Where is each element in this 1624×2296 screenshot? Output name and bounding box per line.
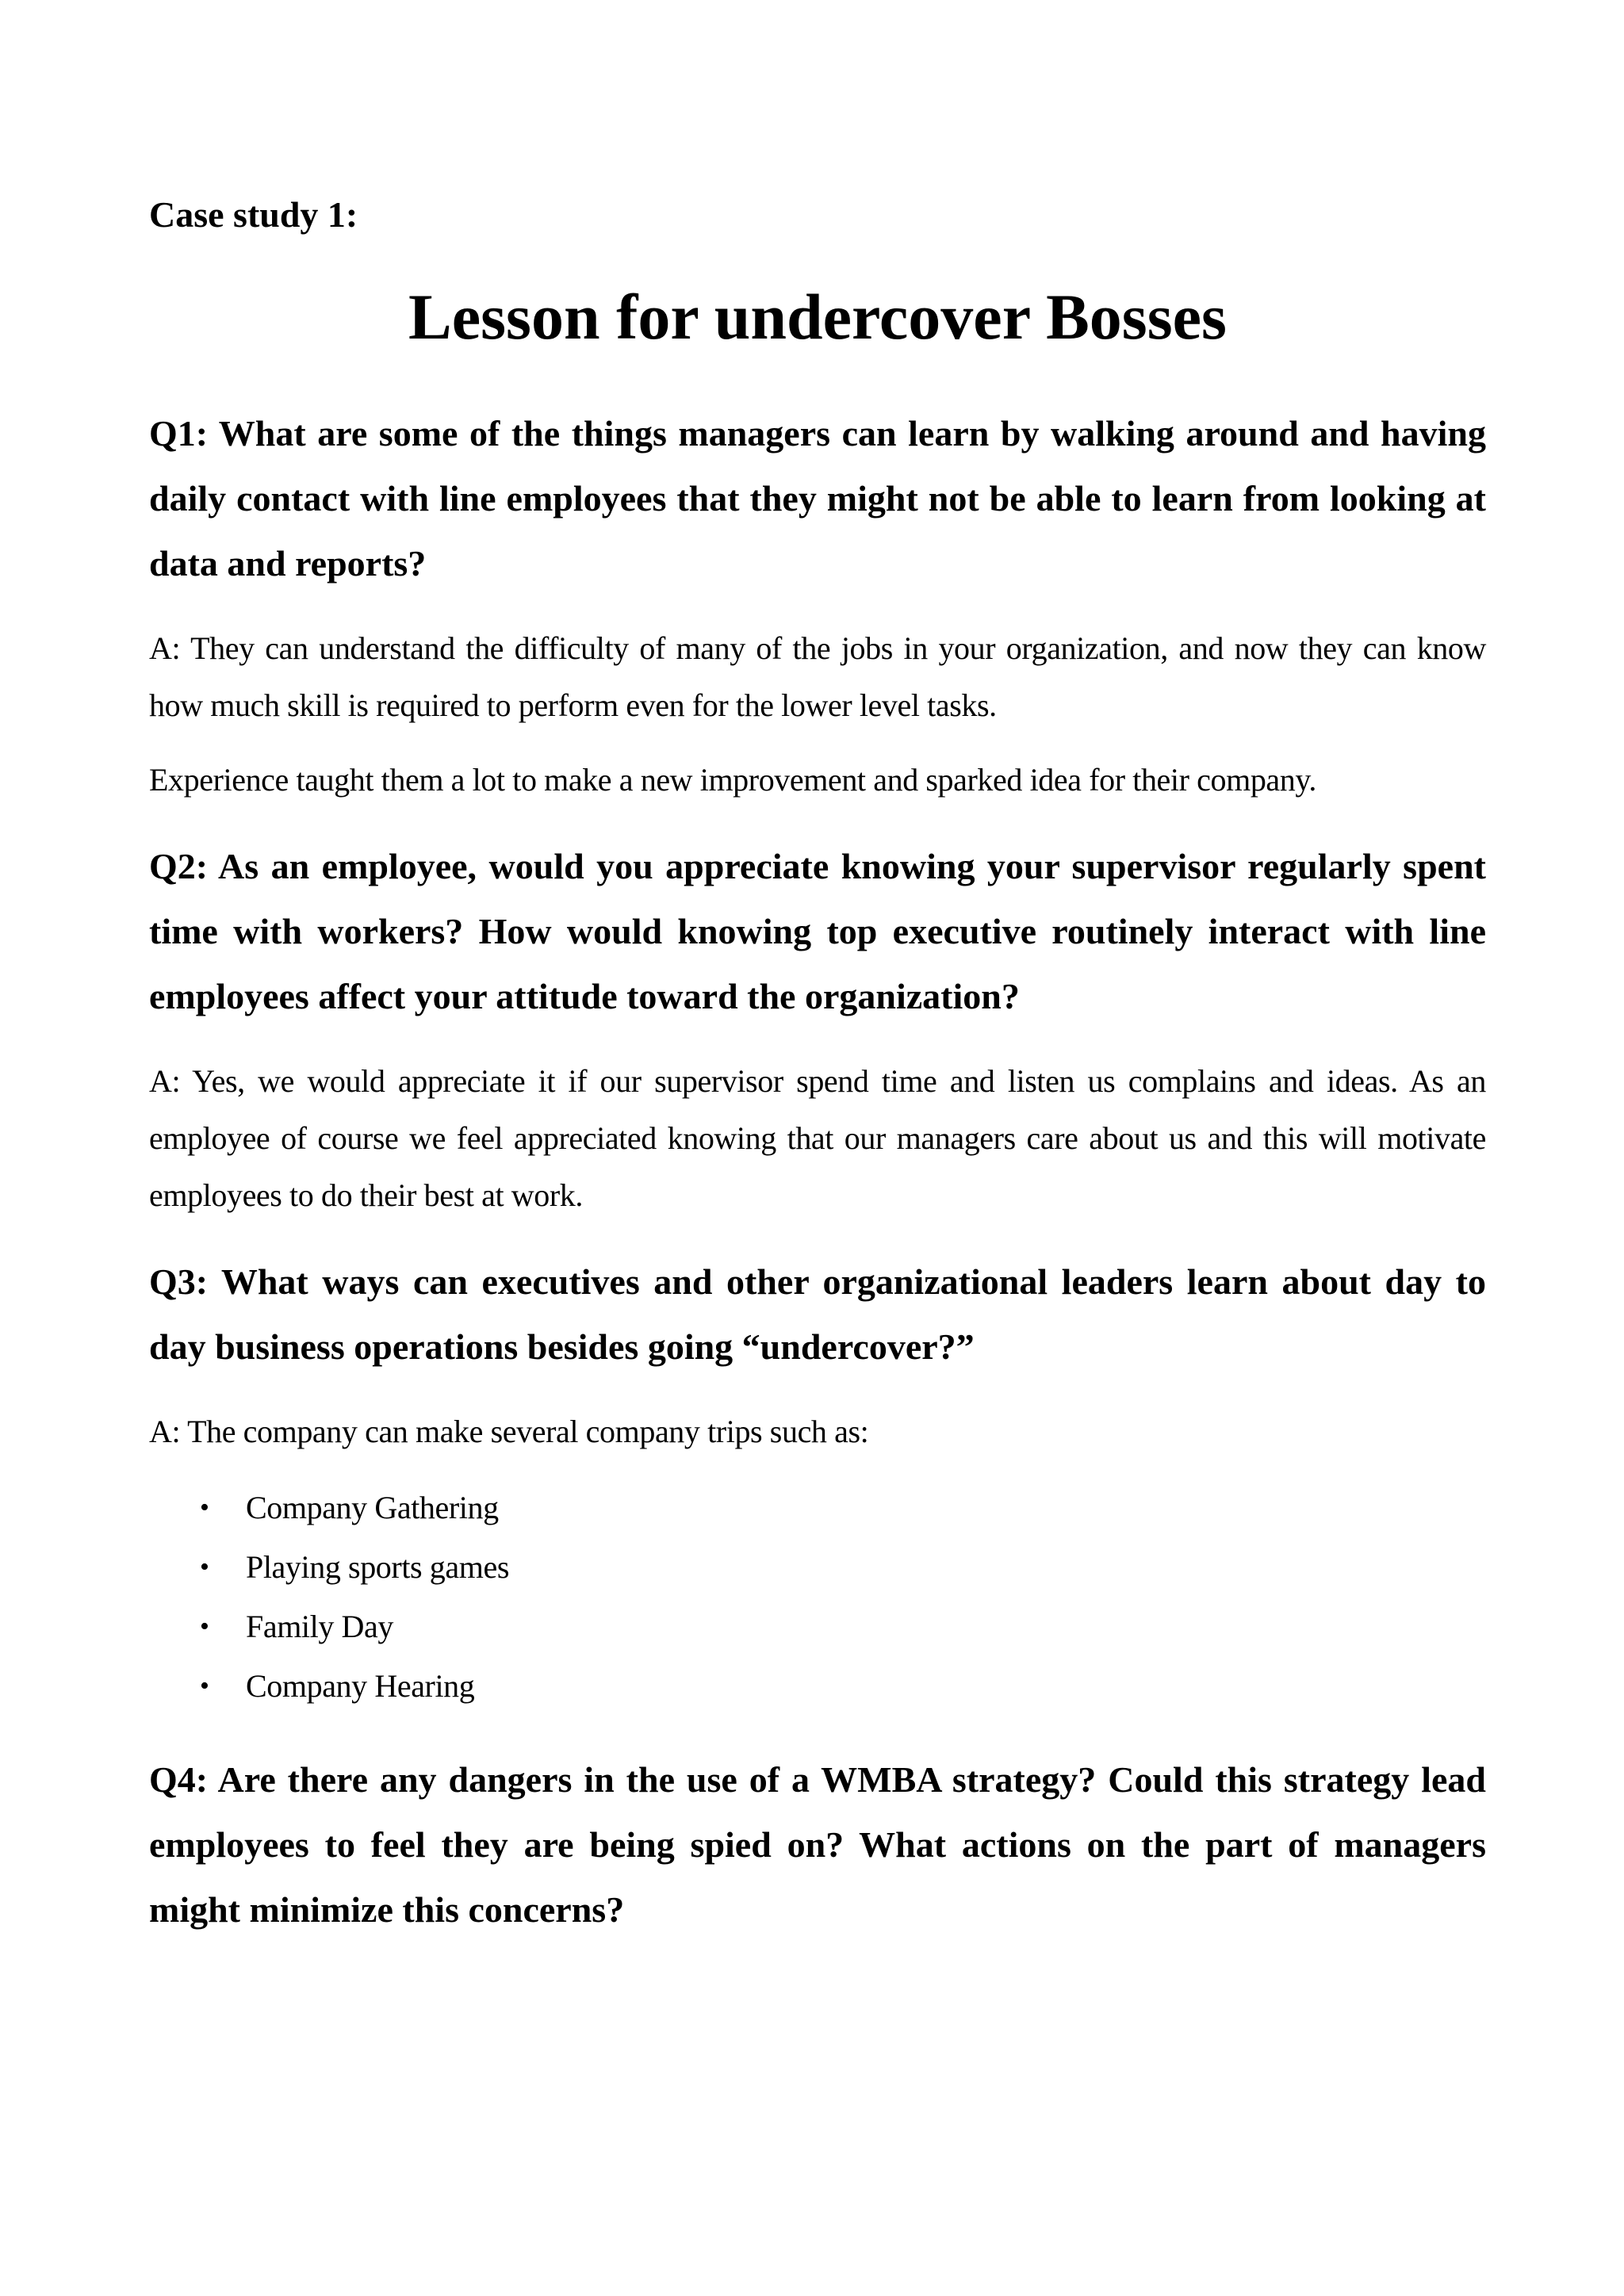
bullet-icon: • xyxy=(200,1612,209,1641)
list-item xyxy=(149,1537,1486,1597)
company-trip-list xyxy=(149,1478,1486,1716)
question-3: Q3: What ways can executives and other organizational leaders learn about day to day business operations besides going “undercover?” xyxy=(149,1261,1486,1367)
answer-3: A: The company can make several company trips such as: xyxy=(149,1414,869,1449)
answer-1-paragraph-1: A: They can understand the difficulty of many of the jobs in your organization, and now they can know how much skill is required to perform even for the lower level tasks. xyxy=(149,630,1486,723)
document-title: Lesson for undercover Bosses xyxy=(408,281,1227,353)
case-study-label: Case study 1: xyxy=(149,194,358,235)
list-item-label: Family Day xyxy=(246,1609,393,1644)
question-2: Q2: As an employee, would you appreciate knowing your supervisor regularly spent time with workers? How would knowing top executive routinely interact with line employees affect your attitude toward the organization? xyxy=(149,846,1486,1016)
bullet-icon: • xyxy=(200,1552,209,1582)
list-item xyxy=(149,1656,1486,1716)
answer-1-paragraph-2: Experience taught them a lot to make a new improvement and sparked idea for their company. xyxy=(149,762,1316,798)
list-item-label: Company Gathering xyxy=(246,1490,499,1525)
list-item xyxy=(149,1478,1486,1537)
list-item xyxy=(149,1597,1486,1656)
answer-2: A: Yes, we would appreciate it if our supervisor spend time and listen us complains and ideas. As an employee of course we feel appreciated knowing that our managers care about us and this will motivate employees to do their best at work. xyxy=(149,1063,1486,1213)
list-item-label: Playing sports games xyxy=(246,1549,509,1585)
document-content xyxy=(149,187,1486,1966)
bullet-icon: • xyxy=(200,1671,209,1701)
bullet-icon: • xyxy=(200,1493,209,1522)
list-item-label: Company Hearing xyxy=(246,1668,475,1704)
question-1: Q1: What are some of the things managers can learn by walking around and having daily contact with line employees that they might not be able to learn from looking at data and reports? xyxy=(149,413,1486,584)
question-4: Q4: Are there any dangers in the use of a WMBA strategy? Could this strategy lead employees to feel they are being spied on? What actions on the part of managers might minimize this concerns? xyxy=(149,1759,1486,1930)
